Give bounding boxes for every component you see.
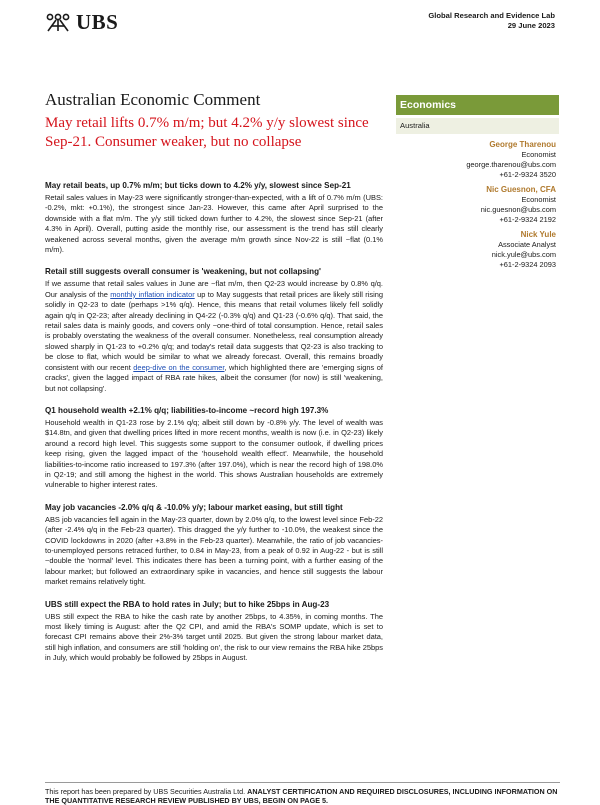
section-text: Retail sales values in May-23 were significantly stronger-than-expected, with a lift of 0.7% m/m (UBS: -0.2%, mkt: +0.1%), the strongest since Jan-23. However, this came after April surprised to the downside with a flat m/m. The y/y still ticked down further to 4.2%, the slowest since Sep-21 (after 4.3% in April). Overall, putting aside the monthly rise, our assessment is the trend has still clearly weakened across several months, given the average m/m growth since Nov-22 is still ~flat (0.1% m/m). bbox=[45, 193, 383, 255]
analyst-phone: +61-2-9324 2093 bbox=[499, 260, 556, 269]
footer-text: This report has been prepared by UBS Securities Australia Ltd. bbox=[45, 787, 248, 796]
section-heading: May job vacancies -2.0% q/q & -10.0% y/y; labour market easing, but still tight bbox=[45, 502, 343, 512]
category-banner: Economics bbox=[396, 95, 559, 115]
consumer-deep-dive-link[interactable]: deep-dive on the consumer bbox=[133, 362, 225, 372]
section-heading: Retail still suggests overall consumer is 'weakening, but not collapsing' bbox=[45, 267, 321, 277]
analyst-list bbox=[393, 140, 556, 275]
page-subtitle: May retail lifts 0.7% m/m; but 4.2% y/y slowest since Sep-21. Consumer weaker, but no collapse bbox=[45, 115, 369, 150]
analyst-name: Nic Guesnon, CFA bbox=[486, 185, 556, 194]
report-date: 29 June 2023 bbox=[507, 21, 555, 30]
analyst-card bbox=[393, 230, 556, 270]
disclosure-footer bbox=[45, 782, 560, 805]
section-text: If we assume that retail sales values in June are ~flat m/m, then Q2-23 would increase by 0.8% q/q. Our analysis of the monthly inflation indicator up to May suggests that retail prices are likely still rising solidly in Q2-23 to date (perhaps >1% q/q). Hence, this means that retail volumes likely fell solidly again q/q in Q2-23; after already declining in Q4-22 (-0.3% q/q) and Q1-23 (-0.6% q/q). That said, the retail sales data is mainly goods, and covers only ~one-third of total consumption. Hence, retail sales is probably overstating the weakness of the overall consumer. Nonetheless, real consumption already slowed sharply in Q1-23 to +0.2% q/q; and today's retail data suggests that Q2-23 is also tracking to be close to flat, which would be similar to what we already forecast. Overall, this remains broadly consistent with our recent deep-dive on the consumer, which highlighted there are 'emerging signs of cracks', given the lagged impact of RBA rate hikes, albeit the consumer (for now) is still 'weakening, but not collapsing'. bbox=[45, 279, 384, 393]
analyst-card bbox=[393, 140, 556, 180]
analyst-phone: +61-2-9324 3520 bbox=[499, 170, 556, 179]
section-heading: Q1 household wealth +2.1% q/q; liabilities-to-income ~record high 197.3% bbox=[45, 405, 329, 415]
page-title: Australian Economic Comment bbox=[45, 90, 261, 109]
analyst-name: George Tharenou bbox=[489, 140, 556, 149]
analyst-email[interactable]: george.tharenou@ubs.com bbox=[466, 160, 556, 169]
ubs-keys-icon bbox=[45, 13, 71, 33]
analyst-name: Nick Yule bbox=[520, 230, 556, 239]
section-heading: UBS still expect the RBA to hold rates in July; but to hike 25bps in Aug-23 bbox=[45, 599, 330, 609]
report-header bbox=[428, 11, 555, 31]
monthly-inflation-link[interactable]: monthly inflation indicator bbox=[110, 289, 195, 299]
analyst-phone: +61-2-9324 2192 bbox=[499, 215, 556, 224]
section-text: Household wealth in Q1-23 rose by 2.1% q/q; albeit still down by -0.8% y/y. The level of wealth was $14.8tn, and given that dwelling prices lifted in more recent months, wealth is now (i.e. in Q2-23) likely around a record high level. This suggests some support to the consumer outlook, if dwelling prices keep rising, given the lagged impact of the 'household wealth effect'. Meanwhile, the household liabilities-to-income ratio increased to 197.3% (after 197.0%), which is near the record high of 198.0% in Q2-19; and still among the highest in the world. This shows Australian households are extremely vulnerable to higher interest rates. bbox=[45, 417, 383, 490]
analyst-role: Associate Analyst bbox=[498, 240, 556, 249]
ubs-logo bbox=[45, 10, 118, 35]
analyst-card bbox=[393, 185, 556, 225]
section-heading: May retail beats, up 0.7% m/m; but ticks down to 4.2% y/y, slowest since Sep-21 bbox=[45, 181, 351, 190]
analyst-email[interactable]: nick.yule@ubs.com bbox=[491, 250, 556, 259]
department: Global Research and Evidence Lab bbox=[428, 11, 555, 20]
section-text: ABS job vacancies fell again in the May-23 quarter, down by 2.0% q/q, to the lowest level since Feb-22 (after -2.4% q/q in the Feb-23 quarter). This dragged the y/y further to -10.0%, the weakest since the COVID lockdowns in 2020 (after +3.8% in the Feb-23 quarter). Meanwhile, the ratio of job vacancies-to-unemployed persons retraced further, to 0.84 in May-23, from a peak of 0.92 in Aug-22 - but is still ~double the 'normal' level. This indicates there has been a turning point, with a further easing of the labour market; but followed an extraordinary spike in vacancies, and hence still suggests the labour market remains relatively tight. bbox=[45, 514, 383, 587]
region-tag: Australia bbox=[396, 118, 559, 134]
analyst-role: Economist bbox=[521, 150, 556, 159]
brand-name: UBS bbox=[76, 10, 119, 34]
analyst-email[interactable]: nic.guesnon@ubs.com bbox=[480, 205, 556, 214]
section-text: UBS still expect the RBA to hike the cash rate by another 25bps, to 4.35%, in coming months. The most likely timing is August: after the Q2 CPI, and amid the RBA's SOMP update, which is set to forecast CPI remains above their 2%-3% target until 2025. But given the strong labour market data, still high inflation, and consumers are still 'holding on', the risk to our view remains the RBA hike 25bps in July, which would probably be followed by 25bps in August. bbox=[45, 611, 383, 663]
report-body bbox=[45, 180, 383, 675]
analyst-role: Economist bbox=[521, 195, 556, 204]
sidebar bbox=[396, 95, 559, 134]
footer-disclosure: ANALYST CERTIFICATION AND REQUIRED DISCLOSURES, INCLUDING INFORMATION ON THE QUANTITATIVE RESEARCH REVIEW PUBLISHED BY UBS, BEGIN ON PAGE 5. bbox=[45, 787, 558, 805]
